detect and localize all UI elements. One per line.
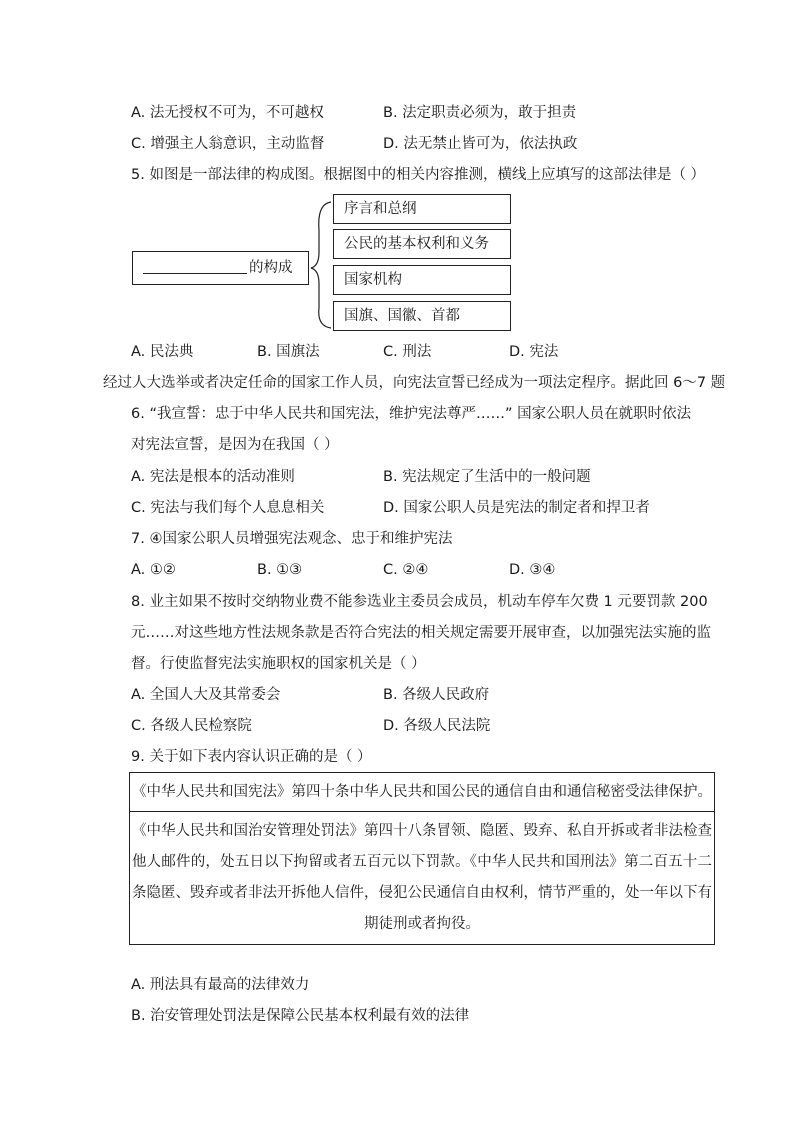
diagram-main-box [132, 251, 309, 285]
table-row [130, 773, 715, 812]
q6-option-c: C. 宪法与我们每个人息息相关 [131, 500, 325, 516]
diagram-item-rights: 公民的基本权利和义务 [333, 229, 511, 259]
q7-option-b: B. ①③ [257, 562, 303, 578]
table-row [130, 812, 715, 945]
material-6-7: 经过人大选举或者决定任命的国家工作人员，向宪法宣誓已经成为一项法定程序。据此回 6～7 题 [103, 375, 726, 391]
q7-stem: 7. ④国家公职人员增强宪法观念、忠于和维护宪法 [131, 531, 453, 547]
q5-option-b: B. 国旗法 [257, 344, 320, 360]
q6-option-d: D. 国家公职人员是宪法的制定者和捍卫者 [383, 500, 650, 516]
q8-stem-line3: 督。行使监督宪法实施职权的国家机关是（ ） [131, 656, 426, 672]
diagram-brace [309, 200, 335, 330]
q4-option-b: B. 法定职责必须为，敢于担责 [383, 105, 577, 121]
diagram-item-state-organs: 国家机构 [333, 265, 511, 295]
q8-option-c: C. 各级人民检察院 [131, 718, 252, 734]
diagram-item-preamble: 序言和总纲 [333, 194, 511, 224]
diagram-item-flag-emblem: 国旗、国徽、首都 [333, 301, 511, 331]
q4-option-d: D. 法无禁止皆可为，依法执政 [383, 136, 578, 152]
q9-option-b: B. 治安管理处罚法是保障公民基本权利最有效的法律 [131, 1008, 470, 1024]
q7-option-c: C. ②④ [383, 562, 429, 578]
q8-option-a: A. 全国人大及其常委会 [131, 687, 281, 703]
q8-stem-line1: 8. 业主如果不按时交纳物业费不能参选业主委员会成员，机动车停车欠费 1 元要罚款 200 [131, 594, 708, 610]
q5-option-d: D. 宪法 [509, 344, 559, 360]
q8-option-d: D. 各级人民法院 [383, 718, 491, 734]
q6-stem-line1: 6. “我宣誓：忠于中华人民共和国宪法，维护宪法尊严……” 国家公职人员在就职时依法 [131, 406, 692, 422]
q7-option-d: D. ③④ [509, 562, 556, 578]
q6-option-a: A. 宪法是根本的活动准则 [131, 469, 295, 485]
q9-stem: 9. 关于如下表内容认识正确的是（ ） [131, 749, 372, 765]
q8-option-b: B. 各级人民政府 [383, 687, 490, 703]
diagram-main-label: 的构成 [249, 260, 293, 276]
q5-option-a: A. 民法典 [131, 344, 194, 360]
table-cell-constitution: 《中华人民共和国宪法》第四十条中华人民共和国公民的通信自由和通信秘密受法律保护。 [130, 773, 715, 812]
q4-option-a: A. 法无授权不可为，不可越权 [131, 105, 324, 121]
q9-option-a: A. 刑法具有最高的法律效力 [131, 977, 310, 993]
table-cell-laws: 《中华人民共和国治安管理处罚法》第四十八条冒领、隐匿、毁弃、私自开拆或者非法检查他人邮件的，处五日以下拘留或者五百元以下罚款。《中华人民共和国刑法》第二百五十二条隐匿、毁弃或者非法开拆他人信件，侵犯公民通信自由权利，情节严重的，处一年以下有期徒刑或者拘役。 [130, 812, 715, 945]
q6-stem-line2: 对宪法宣誓，是因为在我国（ ） [131, 437, 339, 453]
q6-option-b: B. 宪法规定了生活中的一般问题 [383, 469, 591, 485]
q8-stem-line2: 元……对这些地方性法规条款是否符合宪法的相关规定需要开展审查，以加强宪法实施的监 [131, 625, 711, 641]
q5-option-c: C. 刑法 [383, 344, 432, 360]
answer-blank [143, 259, 247, 274]
q7-option-a: A. ①② [131, 562, 176, 578]
q5-stem: 5. 如图是一部法律的构成图。根据图中的相关内容推测，横线上应填写的这部法律是（ ） [131, 167, 706, 183]
law-table [129, 772, 715, 945]
q4-option-c: C. 增强主人翁意识，主动监督 [131, 136, 325, 152]
